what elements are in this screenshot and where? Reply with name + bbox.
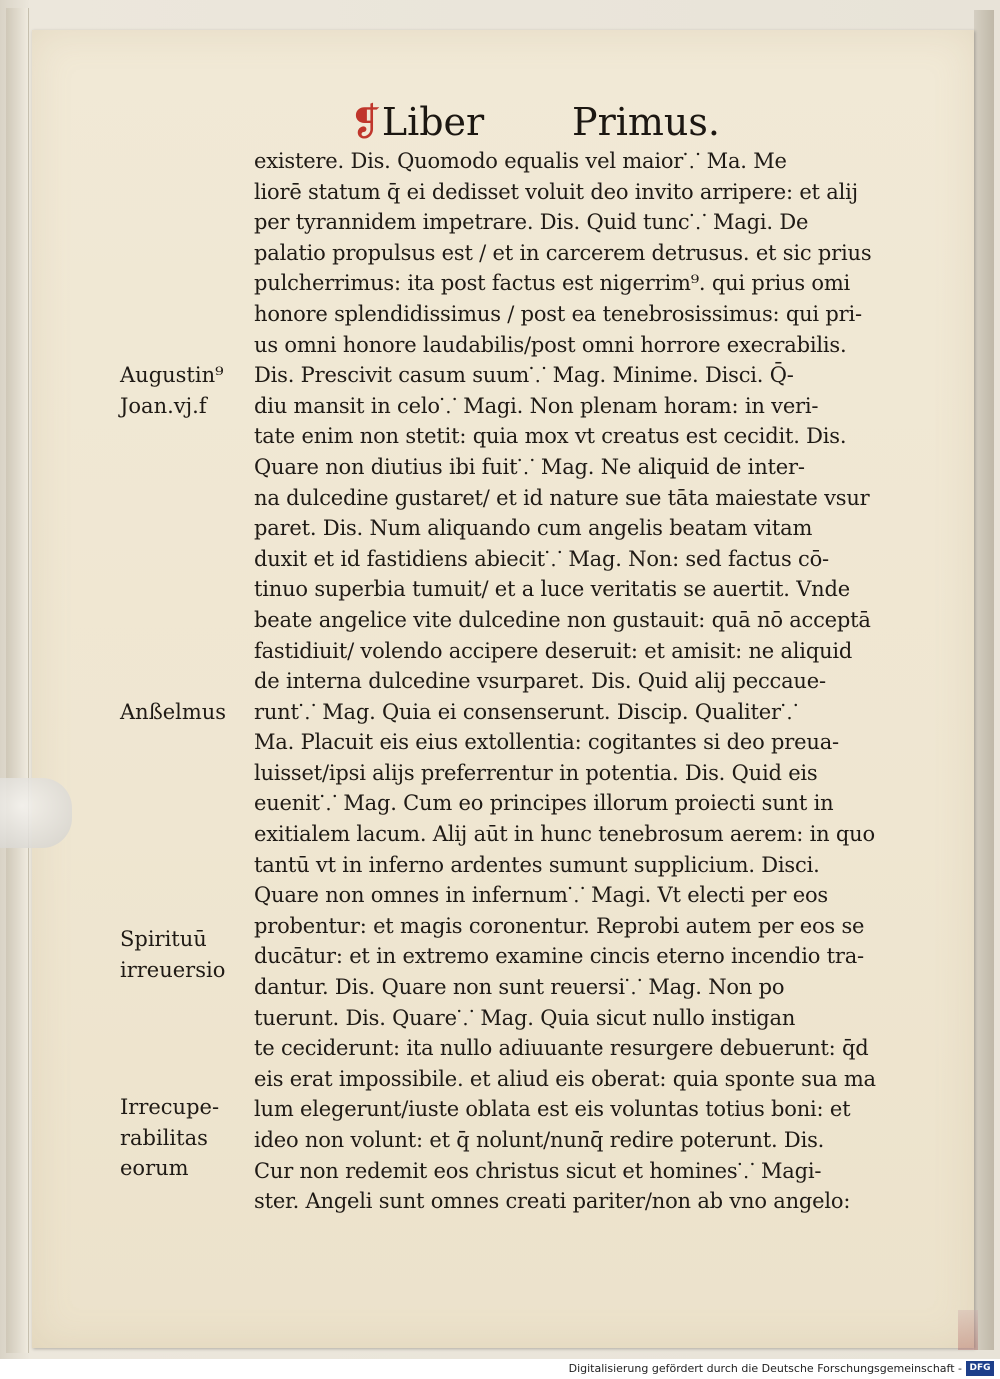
text-line: fastidiuit/ volendo accipere deseruit: et amisit: ne aliquid xyxy=(254,638,853,663)
text-line: tate enim non stetit: quia mox vt creatus est cecidit. Dis. xyxy=(254,424,847,449)
margin-note-line: Augustin⁹ xyxy=(120,363,224,387)
text-line: te ceciderunt: ita nullo adiuuante resurgere debuerunt: q̄d xyxy=(254,1036,869,1061)
margin-note-line: rabilitas xyxy=(120,1125,208,1150)
margin-note xyxy=(120,924,250,985)
margin-note-line: Joan.vj.f xyxy=(120,393,207,418)
header-word-primus: Primus. xyxy=(572,100,720,144)
bleed-through-text xyxy=(152,90,158,114)
text-line: pulcherrimus: ita post factus est nigerrim⁹. qui prius omi xyxy=(254,271,851,296)
paragraph-mark: ❡ xyxy=(350,100,382,144)
text-line: ster. Angeli sunt omnes creati pariter/non ab vno angelo: xyxy=(254,1189,851,1214)
text-line: existere. Dis. Quomodo equalis vel maior⸪ Ma. Me xyxy=(254,149,787,173)
text-line: honore splendidissimus / post ea tenebrosissimus: qui pri- xyxy=(254,301,862,326)
margin-note-line: eorum xyxy=(120,1156,189,1181)
text-line: us omni honore laudabilis/post omni horrore execrabilis. xyxy=(254,332,847,357)
margin-note-line: Anßelmus xyxy=(120,700,227,724)
text-line: diu mansit in celo⸪ Magi. Non plenam horam: in veri- xyxy=(254,393,819,418)
text-line: ideo non volunt: et q̄ nolunt/nunq̄ redire poterunt. Dis. xyxy=(254,1128,825,1152)
text-line: na dulcedine gustaret/ et id nature sue tāta maiestate vsur xyxy=(254,485,870,510)
text-line: palatio propulsus est / et in carcerem detrusus. et sic prius xyxy=(254,240,872,265)
header-left xyxy=(350,100,484,144)
text-line: beate angelice vite dulcedine non gustauit: quā nō acceptā xyxy=(254,607,871,632)
margin-note xyxy=(120,360,250,421)
text-line: de interna dulcedine vsurparet. Dis. Quid alij peccaue- xyxy=(254,669,826,694)
body-text-block xyxy=(254,146,894,1217)
text-line: tuerunt. Dis. Quare⸪ Mag. Quia sicut nullo instigan xyxy=(254,1005,796,1030)
margin-note xyxy=(120,697,250,728)
dfg-logo-icon: DFG xyxy=(966,1361,994,1376)
header-word-liber: Liber xyxy=(381,100,485,144)
footer-credit: Digitalisierung gefördert durch die Deutsche Forschungsgemeinschaft - xyxy=(568,1362,962,1375)
text-line: luisset/ipsi alijs preferrentur in potentia. Dis. Quid eis xyxy=(254,760,818,785)
text-line: exitialem lacum. Alij aūt in hunc tenebrosum aerem: in quo xyxy=(254,822,875,847)
text-line: runt⸪ Mag. Quia ei consenserunt. Discip. Qualiter⸪ xyxy=(254,699,798,724)
text-line: dantur. Dis. Quare non sunt reuersi⸪ Mag. Non po xyxy=(254,975,785,1000)
margin-note xyxy=(120,1092,250,1184)
text-line: paret. Dis. Num aliquando cum angelis beatam vitam xyxy=(254,516,813,541)
red-edge-mark xyxy=(958,1310,978,1350)
text-line: eis erat impossibile. et aliud eis oberat: quia sponte sua ma xyxy=(254,1066,876,1091)
footer-bar xyxy=(0,1359,1000,1379)
text-line: Ma. Placuit eis eius extollentia: cogitantes si deo preua- xyxy=(254,730,839,755)
text-line: duxit et id fastidiens abiecit⸪ Mag. Non: sed factus cō- xyxy=(254,546,829,571)
running-header xyxy=(350,100,770,148)
text-line: liorē statum q̄ ei dedisset voluit deo invito arripere: et alij xyxy=(254,179,858,204)
text-line: Quare non omnes in infernum⸪ Magi. Vt electi per eos xyxy=(254,883,828,908)
text-line: probentur: et magis coronentur. Reprobi autem per eos se xyxy=(254,913,865,938)
text-line: tantū vt in inferno ardentes sumunt supplicium. Disci. xyxy=(254,852,820,877)
margin-note-line: Spirituū xyxy=(120,927,207,951)
margin-note-line: Irrecupe- xyxy=(120,1095,220,1119)
text-line: euenit⸪ Mag. Cum eo principes illorum proiecti sunt in xyxy=(254,791,834,816)
text-line: ducātur: et in extremo examine cincis eterno incendio tra- xyxy=(254,944,864,969)
text-line: Quare non diutius ibi fuit⸪ Mag. Ne aliquid de inter- xyxy=(254,454,805,479)
text-line: per tyrannidem impetrare. Dis. Quid tunc⸪ Magi. De xyxy=(254,210,809,235)
text-line: Dis. Prescivit casum suum⸪ Mag. Minime. Disci. Q̄- xyxy=(254,363,794,388)
page-clasp xyxy=(0,778,72,848)
text-line: tinuo superbia tumuit/ et a luce veritatis se auertit. Vnde xyxy=(254,577,850,602)
binding-edge xyxy=(6,8,29,1353)
margin-note-line: irreuersio xyxy=(120,957,226,982)
text-line: lum elegerunt/iuste oblata est eis voluntas totius boni: et xyxy=(254,1097,851,1122)
page-edge-right xyxy=(974,10,994,1350)
text-line: Cur non redemit eos christus sicut et homines⸪ Magi- xyxy=(254,1158,822,1183)
